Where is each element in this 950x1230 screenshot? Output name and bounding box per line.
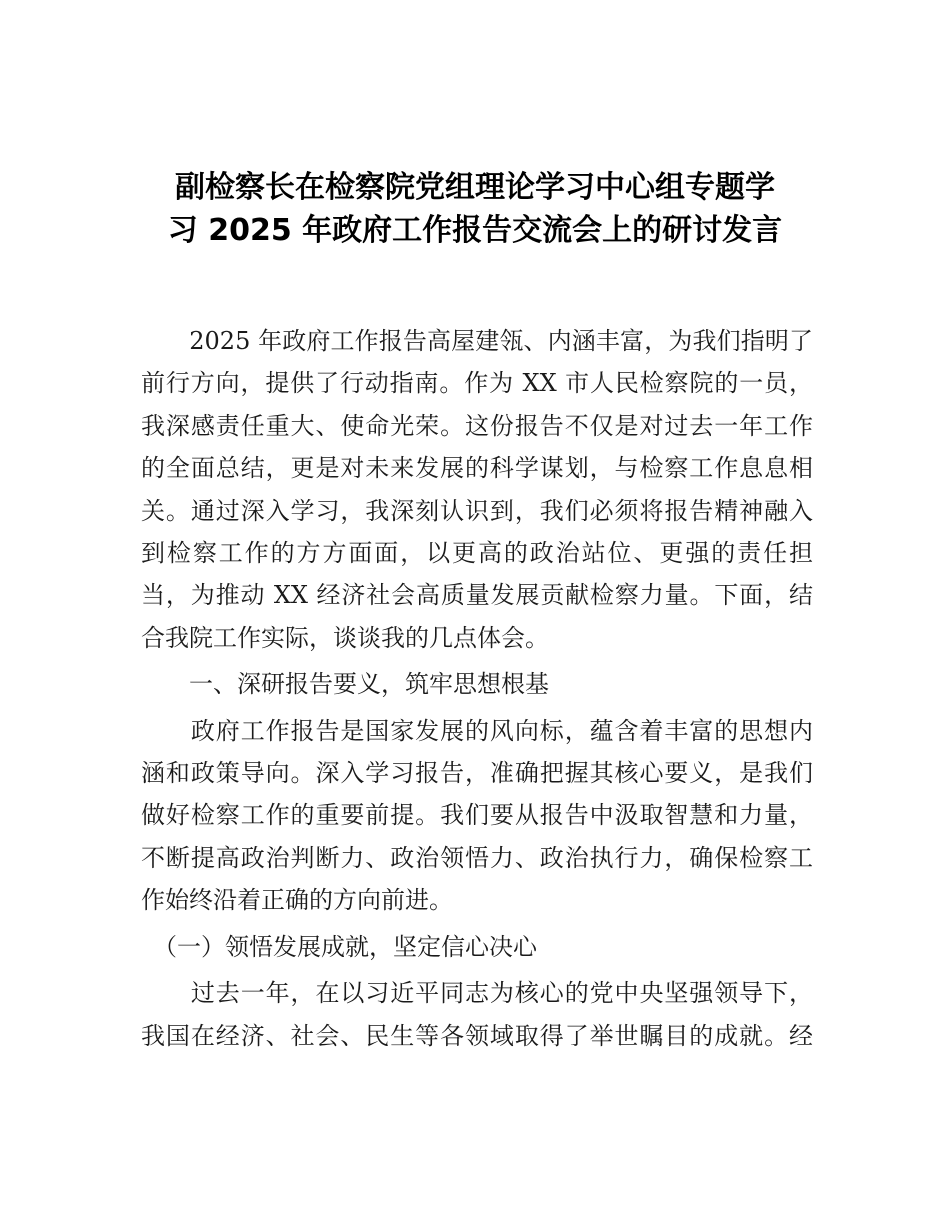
paragraph-line: 前行方向，提供了行动指南。作为 XX 市人民检察院的一员， xyxy=(141,369,813,398)
paragraph-line: 当，为推动 XX 经济社会高质量发展贡献检察力量。下面，结 xyxy=(141,581,813,610)
document-title xyxy=(120,166,830,252)
paragraph-subsection-1 xyxy=(141,972,813,1057)
title-line-2: 习 2025 年政府工作报告交流会上的研讨发言 xyxy=(167,213,783,248)
paragraph-line: 过去一年，在以习近平同志为核心的党中央坚强领导下， xyxy=(141,979,813,1008)
paragraph-line: 合我院工作实际，谈谈我的几点体会。 xyxy=(141,623,549,652)
paragraph-section-1 xyxy=(141,710,813,922)
paragraph-intro xyxy=(141,320,813,659)
paragraph-line: 政府工作报告是国家发展的风向标，蕴含着丰富的思想内 xyxy=(141,716,813,745)
paragraph-line: 作始终沿着正确的方向前进。 xyxy=(141,886,453,915)
paragraph-line: 不断提高政治判断力、政治领悟力、政治执行力，确保检察工 xyxy=(141,843,813,872)
paragraph-line: 到检察工作的方方面面，以更高的政治站位、更强的责任担 xyxy=(141,539,813,568)
paragraph-line: 我深感责任重大、使命光荣。这份报告不仅是对过去一年工作 xyxy=(141,411,813,440)
paragraph-line: 关。通过深入学习，我深刻认识到，我们必须将报告精神融入 xyxy=(141,496,813,525)
paragraph-line: 2025 年政府工作报告高屋建瓴、内涵丰富，为我们指明了 xyxy=(141,327,813,355)
section-heading-1: 一、深研报告要义，筑牢思想根基 xyxy=(141,670,549,699)
paragraph-line: 我国在经济、社会、民生等各领域取得了举世瞩目的成就。经 xyxy=(141,1021,813,1050)
subsection-heading-1: （一）领悟发展成就，坚定信心决心 xyxy=(141,932,537,961)
paragraph-line: 做好检察工作的重要前提。我们要从报告中汲取智慧和力量， xyxy=(141,801,813,830)
document-body xyxy=(141,320,813,1057)
title-line-1: 副检察长在检察院党组理论学习中心组专题学 xyxy=(175,170,775,205)
paragraph-line: 的全面总结，更是对未来发展的科学谋划，与检察工作息息相 xyxy=(141,454,813,483)
paragraph-line: 涵和政策导向。深入学习报告，准确把握其核心要义，是我们 xyxy=(141,759,813,788)
